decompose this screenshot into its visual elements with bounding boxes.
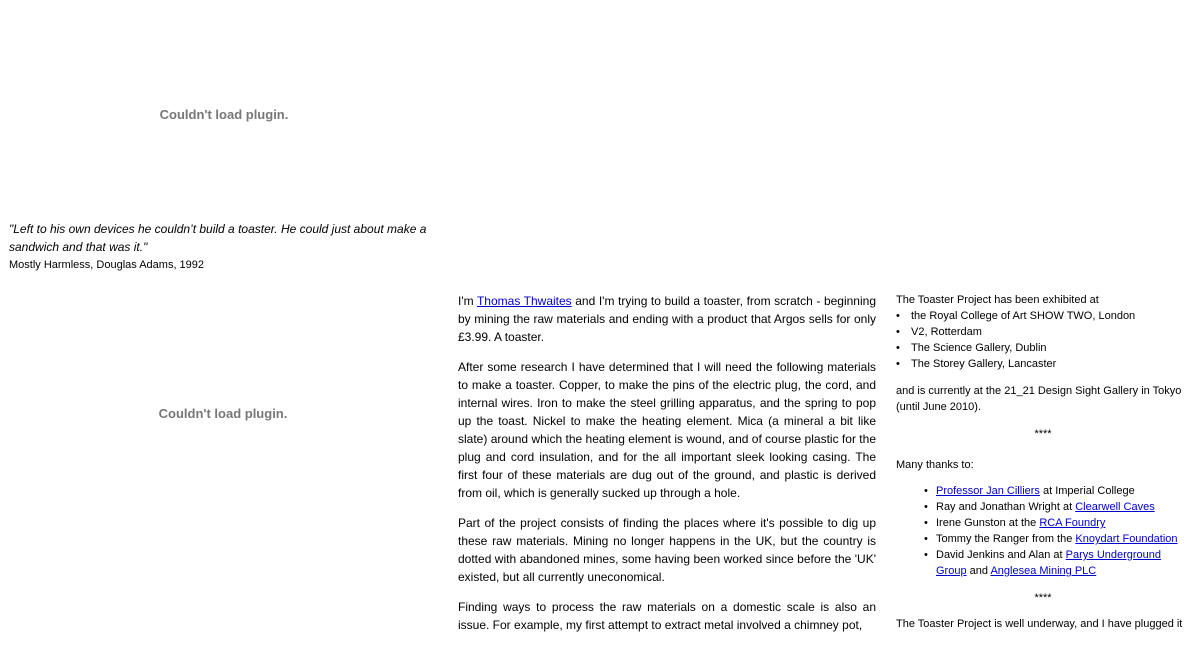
exhibition-item: • The Storey Gallery, Lancaster	[896, 356, 1190, 372]
epigraph-quote	[9, 220, 447, 273]
plugin-error-message: Couldn't load plugin.	[158, 406, 288, 421]
thanks-intro: Many thanks to:	[896, 459, 974, 471]
separator: ****	[1034, 592, 1052, 604]
materials-paragraph: After some research I have determined that I will need the following materials to make a toaster. Copper, to make the pins of the electric plug, the cord, and internal wires. Iron to make the steel grilling apparatus, and the spring to pop up the toast. Nickel to make the heating element. Mica (a mineral a bit like slate) around which the heating element is wound, and of course plastic for the plug and cord insulation, and for the all important sleek looking casing. The first four of these materials are dug out of the ground, and plastic is derived from oil, which is generally sucked up through a hole.	[458, 360, 876, 500]
processing-paragraph: Finding ways to process the raw materials on a domestic scale is also an issue. For example, my first attempt to extract metal involved a chimney pot,	[458, 600, 876, 632]
plugin-placeholder-bottom	[0, 290, 446, 630]
main-article	[458, 292, 876, 646]
anglesea-mining-link[interactable]: Anglesea Mining PLC	[990, 565, 1097, 577]
thanks-item: • Ray and Jonathan Wright at Clearwell Caves	[936, 499, 1190, 515]
thanks-list	[896, 483, 1190, 579]
parys-underground-link[interactable]: Parys Underground Group	[936, 549, 1162, 577]
thanks-item: • Professor Jan Cilliers at Imperial College	[936, 483, 1190, 499]
jan-cilliers-link[interactable]: Professor Jan Cilliers	[936, 485, 1040, 497]
intro-paragraph: I'm Thomas Thwaites and I'm trying to build a toaster, from scratch - beginning by mining the raw materials and ending with a product that Argos sells for only £3.99. A toaster.	[458, 294, 876, 344]
exhibition-item: • V2, Rotterdam	[896, 324, 1190, 340]
rca-foundry-link[interactable]: RCA Foundry	[1039, 517, 1106, 529]
exhibition-item: • The Science Gallery, Dublin	[896, 340, 1190, 356]
plugin-error-message: Couldn't load plugin.	[159, 107, 289, 122]
knoydart-foundation-link[interactable]: Knoydart Foundation	[1075, 533, 1178, 545]
thanks-item: • Irene Gunston at the RCA Foundry	[936, 515, 1190, 531]
exhibition-item: • the Royal College of Art SHOW TWO, London	[896, 308, 1190, 324]
thanks-item: • Tommy the Ranger from the Knoydart Foundation	[936, 531, 1190, 547]
quote-text: "Left to his own devices he couldn’t build a toaster. He could just about make a sandwich and that was it."	[9, 222, 427, 254]
exhibition-list	[896, 308, 1190, 372]
author-link[interactable]: Thomas Thwaites	[476, 294, 572, 308]
clearwell-caves-link[interactable]: Clearwell Caves	[1075, 501, 1155, 513]
plugin-placeholder-top	[0, 0, 448, 210]
mining-paragraph: Part of the project consists of finding the places where it's possible to dig up these raw materials. Mining no longer happens in the UK, but the country is dotted with abandoned mines, some having been worked since before the 'UK' existed, but all currently uneconomical.	[458, 516, 876, 584]
sidebar	[896, 292, 1190, 632]
separator: ****	[1034, 428, 1052, 440]
project-status-text: The Toaster Project is well underway, and I have plugged it	[896, 618, 1183, 630]
quote-citation: Mostly Harmless, Douglas Adams, 1992	[9, 259, 205, 271]
exhibited-intro: The Toaster Project has been exhibited at	[896, 294, 1099, 306]
current-exhibition: and is currently at the 21_21 Design Sight Gallery in Tokyo (until June 2010).	[896, 385, 1182, 413]
thanks-item: • David Jenkins and Alan at Parys Underground Group and Anglesea Mining PLC	[936, 547, 1190, 579]
